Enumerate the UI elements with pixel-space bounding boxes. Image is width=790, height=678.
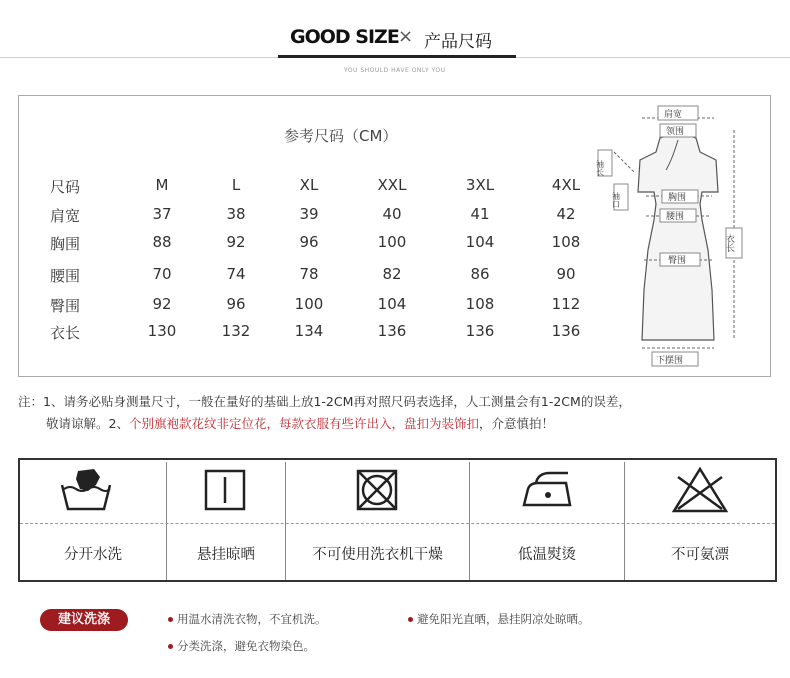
size-table-header-label: 尺码 bbox=[50, 178, 81, 196]
table-cell: 136 bbox=[551, 322, 581, 340]
care-label-no-tumble-dry: 不可使用洗衣机干燥 bbox=[312, 547, 443, 563]
table-cell: 40 bbox=[382, 205, 402, 223]
table-cell: 100 bbox=[294, 295, 324, 313]
note-line-2-prefix: 敬请谅解。2、 bbox=[46, 416, 129, 431]
no-bleach-icon bbox=[670, 465, 730, 517]
care-label-no-bleach: 不可氨漂 bbox=[671, 547, 729, 563]
fig-label-sleeve-opening: 袖口 bbox=[611, 192, 621, 208]
row-label-length: 衣长 bbox=[50, 324, 81, 342]
table-cell: 78 bbox=[299, 265, 319, 283]
table-cell: 70 bbox=[152, 265, 172, 283]
header-subtitle: YOU SHOULD HAVE ONLY YOU bbox=[344, 67, 446, 74]
care-row-divider bbox=[20, 523, 775, 524]
table-cell: 136 bbox=[465, 322, 495, 340]
row-label-waist: 腰围 bbox=[50, 267, 81, 285]
table-cell: 136 bbox=[377, 322, 407, 340]
table-cell: 112 bbox=[551, 295, 581, 313]
table-cell: 42 bbox=[556, 205, 576, 223]
table-cell: 92 bbox=[152, 295, 172, 313]
table-cell: 41 bbox=[470, 205, 490, 223]
advice-item-2 bbox=[408, 611, 590, 627]
bullet-dot bbox=[168, 617, 173, 622]
advice-item-text: 用温水清洗衣物，不宜机洗。 bbox=[177, 612, 327, 626]
fig-label-waist: 腰围 bbox=[666, 212, 685, 222]
advice-item-1 bbox=[168, 611, 327, 627]
care-label-hang-dry: 悬挂晾晒 bbox=[197, 547, 255, 563]
table-cell: 92 bbox=[226, 233, 246, 251]
size-col-xl: XL bbox=[299, 176, 319, 194]
table-cell: 104 bbox=[377, 295, 407, 313]
advice-item-3 bbox=[168, 638, 315, 654]
fig-label-collar: 领围 bbox=[666, 127, 685, 137]
table-cell: 96 bbox=[299, 233, 319, 251]
header-underline-bar bbox=[278, 55, 516, 58]
header-title-en: GOOD SIZE bbox=[290, 26, 399, 48]
table-cell: 104 bbox=[465, 233, 495, 251]
row-label-hip: 臀围 bbox=[50, 297, 81, 315]
table-cell: 108 bbox=[465, 295, 495, 313]
size-table-title: 参考尺码（CM） bbox=[284, 127, 398, 145]
table-cell: 86 bbox=[470, 265, 490, 283]
fig-label-shoulder: 肩宽 bbox=[664, 110, 683, 120]
table-cell: 74 bbox=[226, 265, 246, 283]
table-cell: 130 bbox=[147, 322, 177, 340]
header-title-cn: 产品尺码 bbox=[424, 32, 492, 52]
table-cell: 38 bbox=[226, 205, 246, 223]
care-label-low-iron: 低温熨烫 bbox=[518, 547, 576, 563]
fig-label-length: 衣长 bbox=[724, 234, 734, 252]
table-cell: 90 bbox=[556, 265, 576, 283]
advice-item-text: 分类洗涤，避免衣物染色。 bbox=[177, 639, 315, 653]
low-iron-icon bbox=[516, 465, 576, 517]
size-col-4xl: 4XL bbox=[551, 176, 581, 194]
fig-label-hem: 下摆围 bbox=[656, 356, 684, 366]
size-col-l: L bbox=[231, 176, 241, 194]
note-line-2-suffix: ，介意慎拍！ bbox=[478, 416, 554, 431]
dress-measurement-figure bbox=[594, 100, 764, 370]
note-line-2-highlight: 个别旗袍款花纹非定位花，每款衣服有些许出入，盘扣为装饰扣 bbox=[128, 416, 479, 431]
note-line-1: 注：1、请务必贴身测量尺寸，一般在量好的基础上放1-2CM再对照尺码表选择，人工测量会有1-2CM的误差， bbox=[18, 394, 631, 409]
table-cell: 132 bbox=[221, 322, 251, 340]
row-label-shoulder: 肩宽 bbox=[50, 207, 81, 225]
note-line-2 bbox=[46, 414, 554, 432]
size-col-xxl: XXL bbox=[377, 176, 407, 194]
hang-dry-icon bbox=[202, 465, 248, 517]
bullet-dot bbox=[408, 617, 413, 622]
table-cell: 39 bbox=[299, 205, 319, 223]
fig-label-sleeve-length: 袖长 bbox=[595, 160, 605, 176]
care-label-hand-wash: 分开水洗 bbox=[64, 547, 122, 563]
row-label-chest: 胸围 bbox=[50, 235, 81, 253]
table-cell: 134 bbox=[294, 322, 324, 340]
fig-label-chest: 胸围 bbox=[668, 193, 687, 203]
table-cell: 37 bbox=[152, 205, 172, 223]
table-cell: 108 bbox=[551, 233, 581, 251]
table-cell: 96 bbox=[226, 295, 246, 313]
advice-item-text: 避免阳光直晒，悬挂阴凉处晾晒。 bbox=[417, 612, 590, 626]
table-cell: 82 bbox=[382, 265, 402, 283]
header-separator: × bbox=[398, 26, 414, 47]
size-col-m: M bbox=[155, 176, 169, 194]
table-cell: 88 bbox=[152, 233, 172, 251]
table-cell: 100 bbox=[377, 233, 407, 251]
size-col-3xl: 3XL bbox=[465, 176, 495, 194]
bullet-dot bbox=[168, 644, 173, 649]
advice-badge: 建议洗涤 bbox=[40, 609, 128, 631]
no-tumble-dry-icon bbox=[352, 465, 402, 517]
fig-label-hip: 臀围 bbox=[668, 256, 687, 266]
hand-wash-icon bbox=[58, 465, 114, 517]
